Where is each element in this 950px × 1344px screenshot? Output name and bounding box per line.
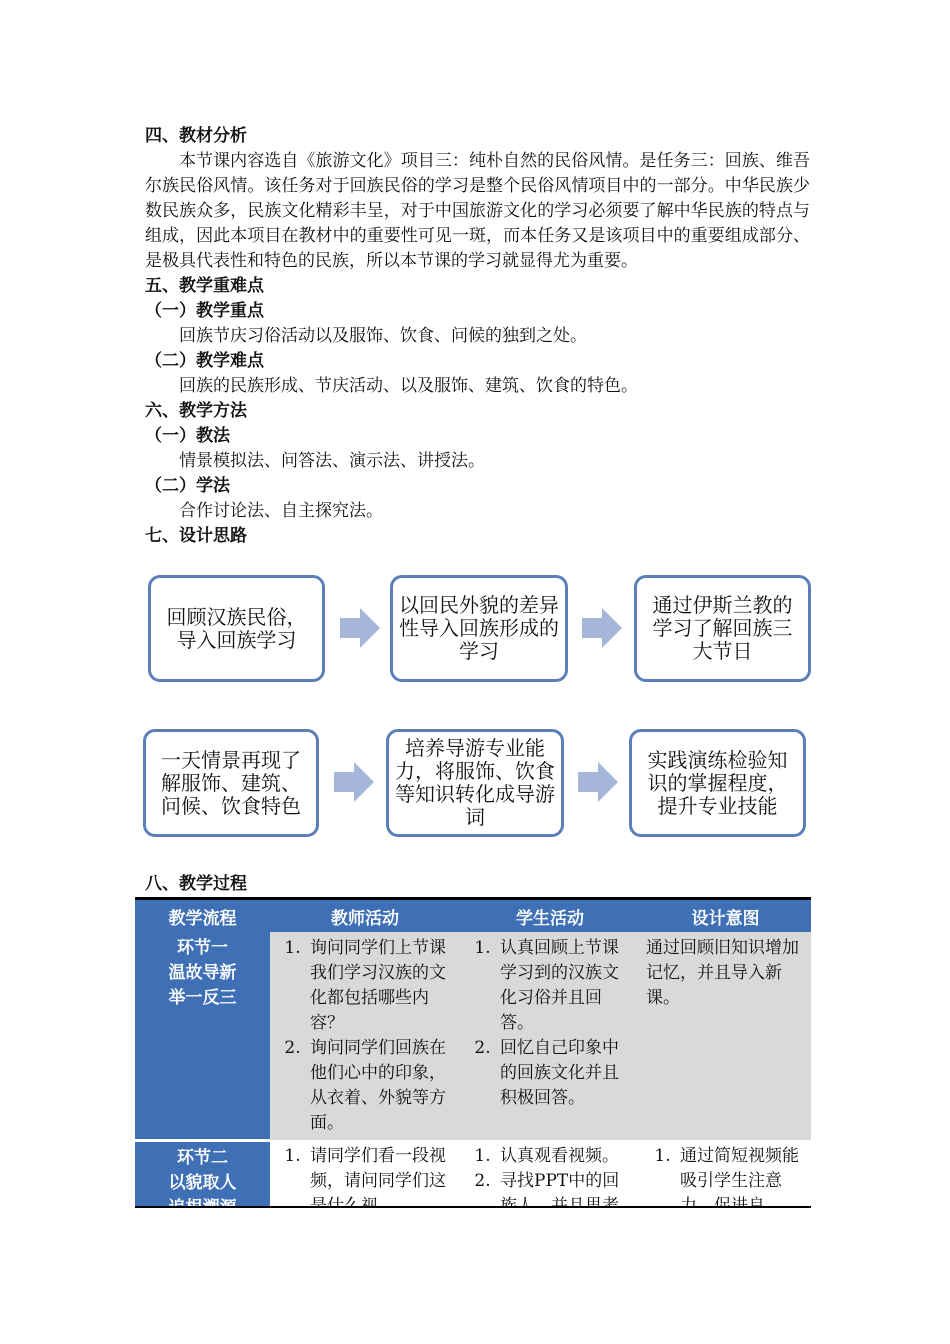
- section-5-sub2: （二）教学难点: [145, 351, 264, 371]
- flow-arrow-icon: [582, 608, 622, 648]
- flow-step-5: 培养导游专业能力，将服饰、饮食等知识转化成导游词: [386, 729, 564, 837]
- table-header: 设计意图: [640, 899, 811, 933]
- stage-cell: 环节一 温故导新 举一反三: [135, 932, 270, 1140]
- table-bottom-rule: [135, 1206, 811, 1208]
- flow-arrow-icon: [334, 762, 374, 802]
- section-5-sub1: （一）教学重点: [145, 301, 264, 321]
- section-6-heading: 六、教学方法: [145, 401, 247, 421]
- flow-arrow-icon: [340, 608, 380, 648]
- section-5-heading: 五、教学重难点: [145, 276, 264, 296]
- student-activity-cell: 1. 认真回顾上节课学习到的汉族文化习俗并且回答。 2. 回忆自己印象中的回族文化并且积极回答。: [460, 932, 640, 1140]
- page-bottom-margin: [0, 1206, 950, 1344]
- section-6-sub1: （一）教法: [145, 426, 230, 446]
- section-5-text2: 回族的民族形成、节庆活动、以及服饰、建筑、饮食的特色。: [179, 376, 638, 396]
- table-header: 学生活动: [460, 899, 640, 933]
- flow-step-4: 一天情景再现了解服饰、建筑、问候、饮食特色: [143, 729, 319, 837]
- flow-step-6: 实践演练检验知识的掌握程度，提升专业技能: [629, 729, 806, 837]
- design-intent-cell: 通过回顾旧知识增加记忆，并且导入新课。: [640, 932, 811, 1140]
- flow-step-2: 以回民外貌的差异性导入回族形成的学习: [390, 575, 568, 682]
- section-6-sub2: （二）学法: [145, 476, 230, 496]
- teacher-activity-cell: 1. 请同学们看一段视频，请问同学们这: [270, 1140, 460, 1226]
- section-5-text1: 回族节庆习俗活动以及服饰、饮食、问候的独到之处。: [179, 326, 587, 346]
- table-header: 教师活动: [270, 899, 460, 933]
- section-4-heading: 四、教材分析: [145, 126, 247, 146]
- stage-cell: 环节二 以貌取人: [135, 1140, 270, 1226]
- section-6-text2: 合作讨论法、自主探究法。: [179, 501, 383, 521]
- table-row: [135, 932, 811, 1140]
- student-activity-cell: 1. 认真观看视频。 2. 寻找PPT中的回: [460, 1140, 640, 1226]
- table-header: 教学流程: [135, 899, 270, 933]
- section-8-heading: 八、教学过程: [145, 874, 247, 894]
- flow-step-3: 通过伊斯兰教的学习了解回族三大节日: [634, 575, 811, 682]
- teaching-process-table: [135, 897, 811, 1228]
- section-7-heading: 七、设计思路: [145, 526, 247, 546]
- design-intent-cell: 1. 通过简短视频能吸引学生注意: [640, 1140, 811, 1226]
- flow-step-1: 回顾汉族民俗，导入回族学习: [148, 575, 325, 682]
- section-6-text1: 情景模拟法、问答法、演示法、讲授法。: [179, 451, 485, 471]
- flow-arrow-icon: [578, 762, 618, 802]
- document-body: [145, 124, 810, 549]
- teacher-activity-cell: 1. 询问同学们上节课我们学习汉族的文化都包括哪些内容？ 2. 询问同学们回族在他们心中的印象，从衣着、外貌等方面。: [270, 932, 460, 1140]
- section-4-paragraph: 本节课内容选自《旅游文化》项目三：纯朴自然的民俗风情。是任务三：回族、维吾尔族民俗风情。该任务对于回族民俗的学习是整个民俗风情项目中的一部分。中华民族少数民族众多，民族文化精彩丰呈，对于中国旅游文化的学习必须要了解中华民族的特点与组成，因此本项目在教材中的重要性可见一斑，而本任务又是该项目中的重要组成部分、是极具代表性和特色的民族，所以本节课的学习就显得尤为重要。: [145, 151, 810, 271]
